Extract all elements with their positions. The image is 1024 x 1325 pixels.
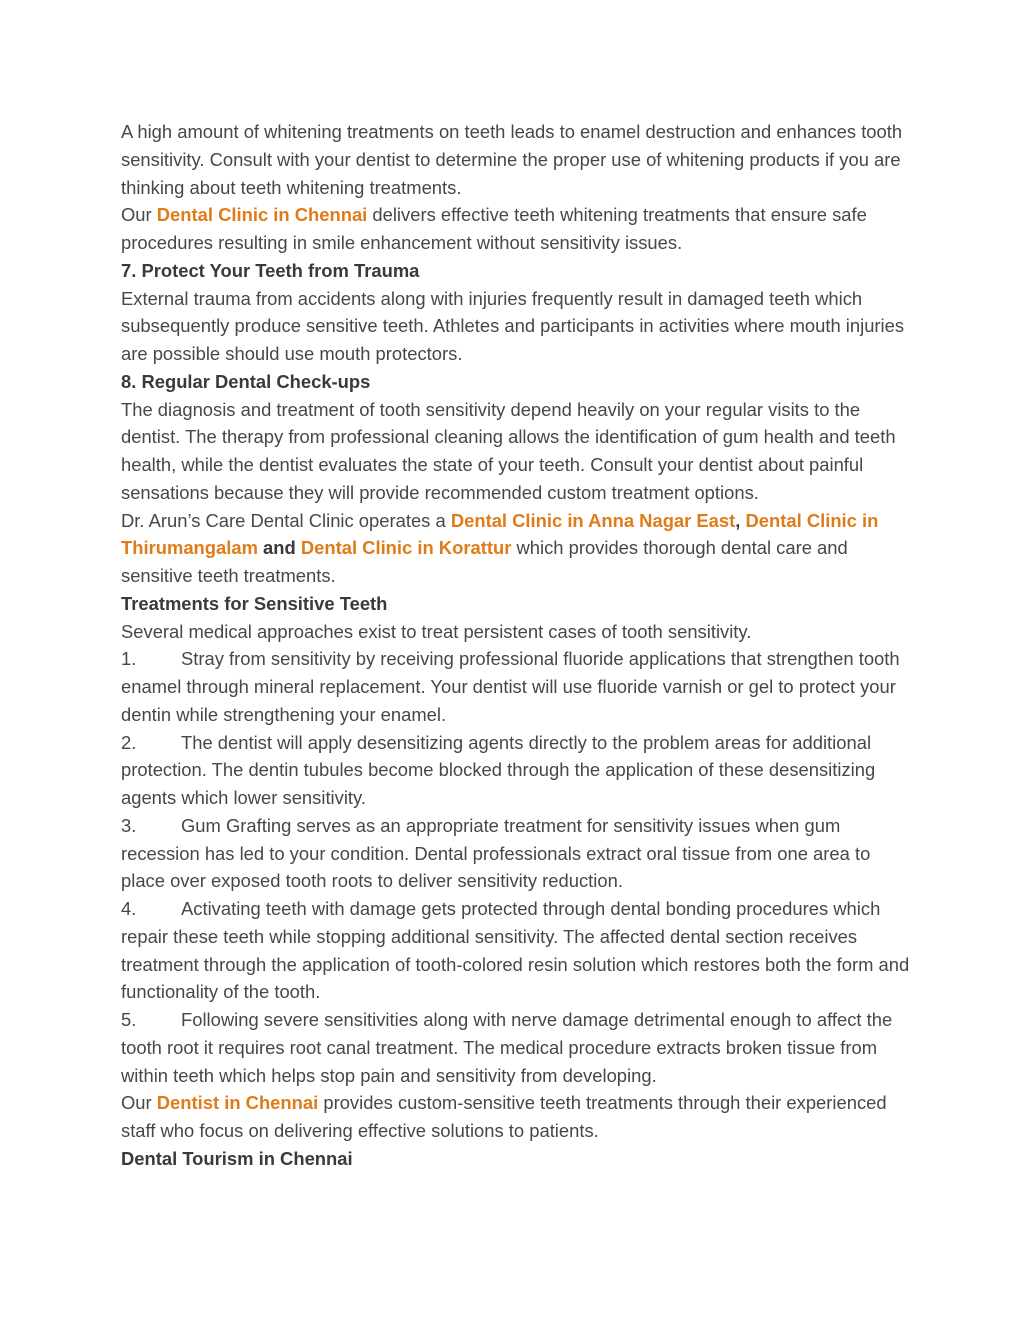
paragraph-whitening: A high amount of whitening treatments on teeth leads to enamel destruction and enhances tooth sensitivity. Consult with your dentist to determine the proper use of whitening products if you are thinking about teeth whitening treatments. bbox=[121, 121, 903, 198]
text: Our bbox=[121, 1092, 157, 1114]
list-text: Stray from sensitivity by receiving professional fluoride applications that strengthen tooth enamel through mineral replacement. Your dentist will use fluoride varnish or gel to protect your dentin while strengthening your enamel. bbox=[121, 648, 900, 725]
list-item bbox=[121, 645, 911, 728]
link-korattur[interactable]: Dental Clinic in Korattur bbox=[300, 537, 512, 559]
paragraph-clinic-locations bbox=[121, 507, 911, 590]
heading-treatments: Treatments for Sensitive Teeth bbox=[121, 592, 388, 614]
text: provides custom-sensitive teeth treatments through their experienced staff who focus on delivering effective solutions to patients. bbox=[121, 1092, 887, 1141]
list-number: 2. bbox=[121, 731, 137, 753]
list-item bbox=[121, 1006, 911, 1089]
text: which provides thorough dental care and sensitive teeth treatments. bbox=[121, 537, 848, 586]
text: Our bbox=[121, 204, 157, 226]
list-text: Activating teeth with damage gets protected through dental bonding procedures which repair these teeth while stopping additional sensitivity. The affected dental section receives treatment through the application of tooth-colored resin solution which restores both the form and functionality of the tooth. bbox=[121, 898, 910, 1003]
heading-checkups: 8. Regular Dental Check-ups bbox=[121, 370, 371, 392]
paragraph-clinic-chennai bbox=[121, 201, 911, 257]
heading-protect-trauma: 7. Protect Your Teeth from Trauma bbox=[121, 259, 420, 281]
list-item bbox=[121, 895, 911, 1006]
text: delivers effective teeth whitening treatments that ensure safe procedures resulting in smile enhancement without sensitivity issues. bbox=[121, 204, 867, 253]
paragraph-treatments-intro: Several medical approaches exist to treat persistent cases of tooth sensitivity. bbox=[121, 620, 752, 642]
list-number: 1. bbox=[121, 648, 137, 670]
text: Dr. Arun’s Care Dental Clinic operates a bbox=[121, 509, 451, 531]
list-text: Gum Grafting serves as an appropriate treatment for sensitivity issues when gum recession has led to your condition. Dental professionals extract oral tissue from one area to place over exposed tooth roots to deliver sensitivity reduction. bbox=[121, 814, 871, 892]
paragraph-checkups: The diagnosis and treatment of tooth sensitivity depend heavily on your regular visits to the dentist. The therapy from professional cleaning allows the identification of gum health and teeth health, while the dentist evaluates the state of your teeth. Consult your dentist about painful sensations because they will provide recommended custom treatment options. bbox=[121, 398, 896, 503]
list-item bbox=[121, 812, 911, 895]
list-number: 4. bbox=[121, 898, 137, 919]
paragraph-dentist-chennai bbox=[121, 1089, 911, 1145]
list-item bbox=[121, 729, 911, 812]
list-text: The dentist will apply desensitizing agents directly to the problem areas for additional protection. The dentin tubules become blocked through the application of these desensitizing agents which lower sensitivity. bbox=[121, 731, 876, 808]
link-dental-clinic-chennai[interactable]: Dental Clinic in Chennai bbox=[156, 204, 368, 226]
list-number: 3. bbox=[121, 814, 137, 836]
heading-dental-tourism: Dental Tourism in Chennai bbox=[121, 1147, 353, 1169]
separator: , bbox=[735, 509, 746, 531]
document-page bbox=[121, 118, 911, 1173]
list-text: Following severe sensitivities along with nerve damage detrimental enough to affect the tooth root it requires root canal treatment. The medical procedure extracts broken tissue from within teeth which helps stop pain and sensitivity from developing. bbox=[121, 1009, 893, 1086]
link-thirumangalam[interactable]: Dental Clinic in Thirumangalam bbox=[121, 509, 879, 559]
link-dentist-chennai[interactable]: Dentist in Chennai bbox=[156, 1092, 319, 1114]
conjunction: and bbox=[257, 537, 301, 559]
link-anna-nagar-east[interactable]: Dental Clinic in Anna Nagar East bbox=[450, 509, 736, 531]
paragraph-trauma: External trauma from accidents along with injuries frequently result in damaged teeth which subsequently produce sensitive teeth. Athletes and participants in activities where mouth injuries are possible should use mouth protectors. bbox=[121, 287, 905, 364]
list-number: 5. bbox=[121, 1009, 137, 1030]
